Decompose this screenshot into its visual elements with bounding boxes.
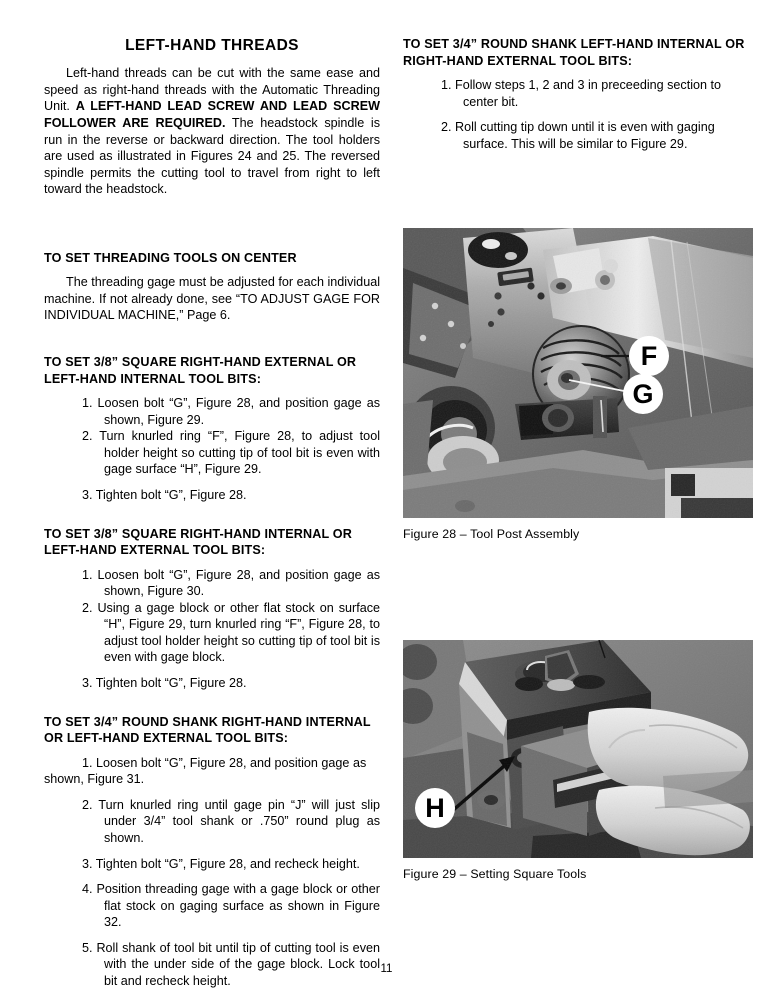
list-item: 1. Loosen bolt “G”, Figure 28, and position gage as shown, Figure 29.	[82, 396, 380, 427]
heading-34-round-rh-internal: TO SET 3/4” ROUND SHANK RIGHT-HAND INTERNAL OR LEFT-HAND EXTERNAL TOOL BITS:	[44, 714, 371, 746]
list-item: 3. Tighten bolt “G”, Figure 28, and recheck height.	[82, 856, 360, 871]
page-title: LEFT-HAND THREADS	[125, 37, 299, 54]
right-column	[403, 36, 753, 152]
list-item: 3. Tighten bolt “G”, Figure 28.	[82, 487, 247, 502]
list-item: 5. Roll shank of tool bit until tip of cutting tool is even with the under side of the gage block. Lock tool bit and recheck height.	[82, 940, 380, 988]
intro-paragraph	[44, 65, 380, 197]
list-item: 4. Position threading gage with a gage block or other flat stock on gaging surface as shown in Figure 32.	[82, 882, 380, 930]
figure-28-label-g: G	[623, 374, 663, 414]
figure-28	[403, 228, 753, 541]
intro-part-1: Left-hand threads can be cut with the same ease and speed as right-hand threads with the Automatic Threading Unit.	[44, 66, 380, 114]
spacer	[44, 206, 380, 250]
page-number: 11	[380, 963, 393, 975]
heading-38-square-rh-internal: TO SET 3/8” SQUARE RIGHT-HAND INTERNAL OR LEFT-HAND EXTERNAL TOOL BITS:	[44, 526, 352, 558]
heading-threading-tools-on-center: TO SET THREADING TOOLS ON CENTER	[44, 250, 297, 265]
tool-post-assembly-photo-illustration	[403, 228, 753, 518]
list-item: 1. Loosen bolt “G”, Figure 28, and position gage as shown, Figure 30.	[82, 567, 380, 599]
figure-29	[403, 640, 753, 881]
spacer	[44, 332, 380, 354]
heading-38-square-rh-external: TO SET 3/8” SQUARE RIGHT-HAND EXTERNAL OR LEFT-HAND INTERNAL TOOL BITS:	[44, 355, 357, 386]
figure-29-photo	[403, 640, 753, 858]
steps-list-38-square-rh-internal	[44, 567, 380, 692]
steps-list-34-round-rh-internal	[44, 755, 380, 990]
figure-28-label-f: F	[629, 336, 669, 376]
figure-29-label-h: H	[415, 788, 455, 828]
left-column	[44, 36, 380, 989]
steps-list-34-round-lh-internal	[403, 77, 753, 152]
list-item: 3. Tighten bolt “G”, Figure 28.	[82, 676, 247, 690]
intro-part-bold: A LEFT-HAND LEAD SCREW AND LEAD SCREW FOLLOWER ARE REQUIRED.	[44, 99, 380, 131]
spacer	[44, 692, 380, 714]
figure-28-photo	[403, 228, 753, 518]
figure-28-caption: Figure 28 – Tool Post Assembly	[403, 527, 580, 541]
list-item: 2. Turn knurled ring “F”, Figure 28, to adjust tool holder height so cutting tip of tool bit is even with gage surface “H”, Figure 29.	[82, 429, 380, 477]
list-item: 1. Loosen bolt “G”, Figure 28, and position gage as shown, Figure 31.	[44, 755, 367, 787]
setting-square-tools-photo-illustration	[403, 640, 753, 858]
spacer	[44, 504, 380, 526]
heading-34-round-lh-internal: TO SET 3/4” ROUND SHANK LEFT-HAND INTERNAL OR RIGHT-HAND EXTERNAL TOOL BITS:	[403, 37, 745, 68]
list-item: 2. Using a gage block or other flat stock on surface “H”, Figure 29, turn knurled ring “F”, Figure 28, to adjust tool holder height so cutting tip of tool bit is even with gage block.	[82, 600, 380, 665]
intro-part-3: The headstock spindle is run in the reverse or backward direction. The tool holders are used as illustrated in Figures 24 and 25. The reversed spindle permits the cutting tool to travel from right to left toward the headstock.	[44, 116, 380, 197]
list-item: 1. Follow steps 1, 2 and 3 in preceeding section to center bit.	[441, 78, 722, 109]
list-item: 2. Turn knurled ring until gage pin “J” will just slip under 3/4” tool shank or .750” round plug as shown.	[82, 797, 380, 845]
steps-list-38-square-rh-external	[44, 395, 380, 503]
figure-29-caption: Figure 29 – Setting Square Tools	[403, 867, 587, 881]
list-item: 2. Roll cutting tip down until it is even with gaging surface. This will be similar to Figure 29.	[441, 120, 715, 151]
paragraph-threading-gage: The threading gage must be adjusted for each individual machine. If not already done, see “TO ADJUST GAGE FOR INDIVIDUAL MACHINE,” Page 6.	[44, 275, 380, 323]
